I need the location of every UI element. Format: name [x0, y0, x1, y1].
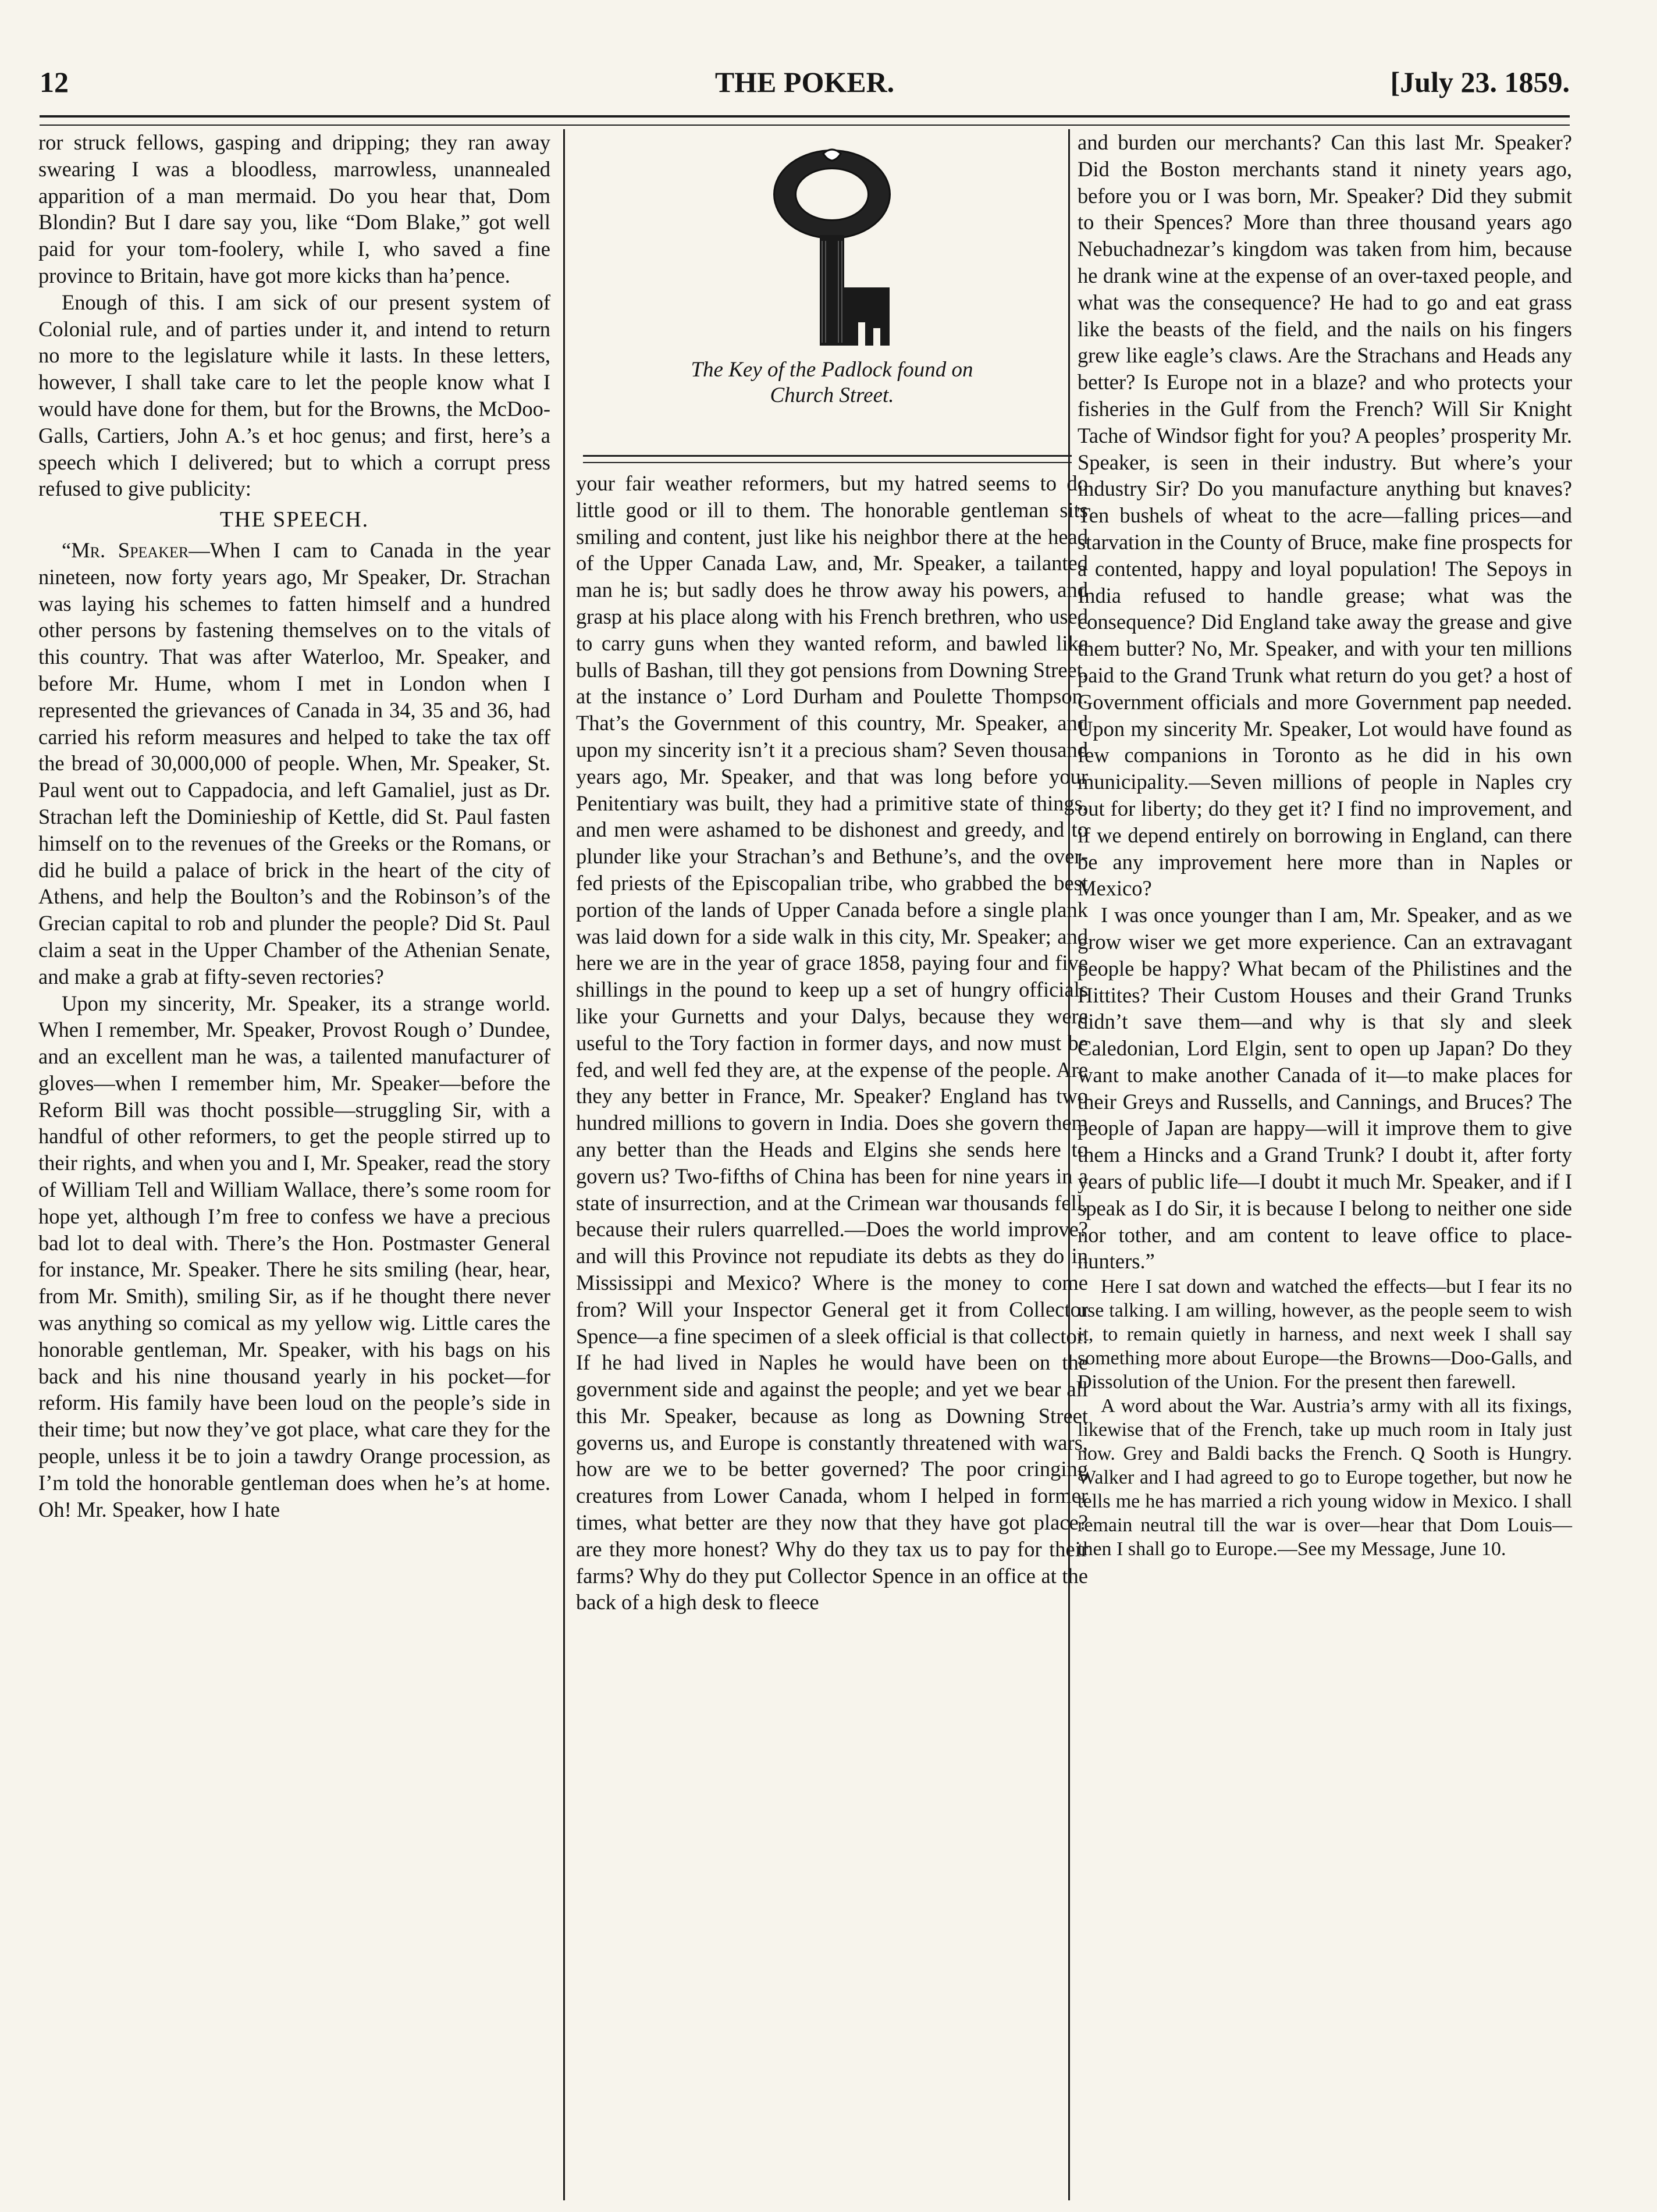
key-illustration — [576, 129, 1088, 455]
speech-text: —When I cam to Canada in the year nineteen, now forty years ago, Mr Speaker, Dr. Strachan was laying his schemes to fatten himself and a hundred other persons by fastening themselves on to the vitals of this country. That was after Waterloo, Mr. Speaker, and before Mr. Hume, whom I met in London when I represented the grievances of Canada in 34, 35 and 36, had carried his reform measures and helped to take the tax off the bread of 30,000,000 of people. When, Mr. Speaker, St. Paul went out to Cappadocia, and left Gamaliel, just as Dr. Strachan left the Dominieship of Kettle, did St. Paul fasten himself on to the revenues of the Greeks or the Romans, or did he build a palace of brick in the heart of the city of Athens, and help the Boulton’s and the Robinson’s of the Grecian capital to rob and plunder the people? Did St. Paul claim a seat in the Upper Chamber of the Athenian Senate, and make a grab at fifty-seven rectories? — [38, 538, 550, 988]
issue-date: [July 23. 1859. — [1390, 66, 1570, 98]
figure-rule — [583, 455, 1072, 463]
paragraph: your fair weather reformers, but my hatred seems to do little good or ill to them. The honorable gentleman sits smiling and content, just like his neighbor there at the head of the Upper Canada Law, and, Mr. Speaker, a tailanted man he is; but sadly does he throw away his powers, and grasp at his place along with his French brethren, who used to carry guns when they wanted reform, and bawled like bulls of Bashan, till they got pensions from Downing Street, at the instance o’ Lord Durham and Poulette Thompson. That’s the Government of this country, Mr. Speaker, and upon my sincerity isn’t it a precious sham? Seven thousand years ago, Mr. Speaker, and that was long before your Penitentiary was built, they had a primitive state of things, and men were ashamed to be dishonest and greedy, and to plunder like your Strachan’s and Bethune’s, and the over-fed priests of the Episcopalian tribe, who grabbed the best portion of the lands of Upper Canada before a single plank was laid down for a side walk in this city, Mr. Speaker; and here we are in the year of grace 1858, paying four and five shillings in the pound to keep up a set of hungry officials like your Gurnetts and your Dalys, because they were useful to the Tory faction in former days, and now must be fed, and well fed they are, at the expense of the people. Are they any better in France, Mr. Speaker? England has two hundred millions to govern in India. Does she govern them any better than the Heads and Elgins she sends here to govern us? Two-fifths of China has been for nine years in a state of insurrection, and at the Crimean war thousands fell, because their rulers quarrelled.—Does the world improve? and will this Province not repudiate its debts as they do in Mississippi and Mexico? Where is the money to come from? Will your Inspector General get it from Collector Spence—a fine specimen of a sleek official is that collector. If he had lived in Naples he would have been on the government side and against the people; and yet we bear all this Mr. Speaker, because as long as Downing Street governs us, and Europe is constantly threatened with wars, how are we to be better governed? The poor cringing creatures from Lower Canada, whom I helped in former times, what better are they now that they have got place? are they more honest? Why do they tax us to pay for their farms? Why do they put Collector Spence in an office at the back of a high desk to fleece — [576, 471, 1088, 1614]
key-icon — [765, 142, 899, 351]
paragraph: ror struck fellows, gasping and dripping; they ran away swearing I was a bloodless, marrowless, unannealed apparition of a man mermaid. Do you hear that, Dom Blondin? But I dare say you, like “Dom Blake,” got well paid for your tom-foolery, while I, who saved a fine province to Britain, have got more kicks than ha’pence. — [38, 130, 550, 287]
paragraph: A word about the War. Austria’s army with all its fixings, likewise that of the French, take up much room in Italy just now. Grey and Baldi backs the French. Q Sooth is Hungry. Walker and I had agreed to go to Europe together, but now he tells me he has married a rich young widow in Mexico. I shall remain neutral till the war is over—hear that Dom Louis—then I shall go to Europe.—See my Message, June 10. — [1078, 1395, 1572, 1560]
caption-line: Church Street. — [770, 383, 894, 407]
column-3 — [1078, 129, 1572, 1561]
column-divider — [563, 129, 565, 2200]
speech-lead: “Mr. Speaker — [62, 538, 189, 562]
paragraph — [38, 537, 550, 990]
section-heading: THE SPEECH. — [219, 507, 369, 532]
masthead — [40, 65, 1570, 118]
header-rule — [40, 115, 1570, 126]
paragraph: and burden our merchants? Can this last Mr. Speaker? Did the Boston merchants stand it ninety years ago, before you or I was born, Mr. Speaker? Did they submit to their Spences? More than three thousand years ago Nebuchadnezar’s kingdom was taken from him, because he drank wine at the expense of an over-taxed people, and what was the consequence? He had to go and eat grass like the beasts of the field, and the nails on his fingers grew like eagle’s claws. Are the Strachans and Heads any better? Is Europe not in a blaze? and who protects your fisheries in the Gulf from the French? Will Sir Knight Tache of Windsor fight for you? A peoples’ prosperity Mr. Speaker, is seen in their industry. But where’s your industry Sir? Do you manufacture anything but knaves? Ten bushels of wheat to the acre—falling prices—and starvation in the County of Bruce, make fine prospects for a contented, happy and loyal population! The Sepoys in India refused to handle grease; what was the consequence? Did England take away the grease and give them butter? No, Mr. Speaker, and with your ten millions paid to the Grand Trunk what return do you get? a host of Government officials and more Government pap needed. Upon my sincerity Mr. Speaker, Lot would have found as few companions in Toronto as he did in his own municipality.—Seven millions of people in Naples cry out for liberty; do they get it? I find no improvement, and if we depend entirely on borrowing in England, can there be any improvement here more than in Naples or Mexico? — [1078, 130, 1572, 901]
newspaper-title: THE POKER. — [714, 66, 895, 98]
caption-line: The Key of the Padlock found on — [691, 358, 973, 382]
paragraph: Upon my sincerity, Mr. Speaker, its a strange world. When I remember, Mr. Speaker, Provost Rough o’ Dundee, and an excellent man he was, a tailented manufacturer of gloves—when I remember him, Mr. Speaker—before the Reform Bill was thocht possible—struggling Sir, with a handful of other reformers, to get the people stirred up to their rights, and when you and I, Mr. Speaker, read the story of William Tell and William Wallace, there’s some room for hope yet, although I’m free to confess we have a precious bad lot to deal with. There’s the Hon. Postmaster General for instance, Mr. Speaker. There he sits smiling (hear, hear, from Mr. Smith), smiling Sir, as if he thought there never was anything so comical as my yellow wig. Little cares the honorable gentleman, Mr. Speaker, with his bags on his back and his nine thousand yearly in his pocket—for reform. His family have been loud on the people’s side in their time; but now they’ve got place, what care they for the people, unless it be to join a tawdry Orange procession, as I’m told the honorable gentleman does when he’s at home. Oh! Mr. Speaker, how I hate — [38, 991, 550, 1521]
column-1 — [38, 129, 550, 1523]
paragraph: I was once younger than I am, Mr. Speaker, and as we grow wiser we get more experience. Can an extravagant people be happy? What becam of the Philistines and the Hittites? Their Custom Houses and their Grand Trunks didn’t save them—and why is that sly and sleek Caledonian, Lord Elgin, sent to open up Japan? Do they want to make another Canada of it—to make places for their Greys and Russells, and Cannings, and Bruces? The people of Japan are happy—will it improve them to give them a Hincks and a Grand Trunk? I doubt it, after forty years of public life—I doubt it much Mr. Speaker, and if I speak as I do Sir, it is because I belong to neither one side nor tother, and am content to leave office to place-hunters.” — [1078, 903, 1572, 1274]
paragraph: Here I sat down and watched the effects—but I fear its no use talking. I am willing, however, as the people seem to wish it, to remain quietly in harness, and next week I shall say something more about Europe—the Browns—Doo-Galls, and Dissolution of the Union. For the present then farewell. — [1078, 1276, 1572, 1393]
column-2 — [576, 470, 1088, 1616]
paragraph: Enough of this. I am sick of our present system of Colonial rule, and of parties under it, and intend to return no more to the legislature while it lasts. In these letters, however, I shall take care to let the people know what I would have done for them, but for the Browns, the McDoo-Galls, Cartiers, John A.’s et hoc genus; and first, here’s a speech which I delivered; but to which a corrupt press refused to give publicity: — [38, 290, 550, 501]
page-number: 12 — [40, 66, 69, 98]
figure-caption — [576, 357, 1088, 408]
